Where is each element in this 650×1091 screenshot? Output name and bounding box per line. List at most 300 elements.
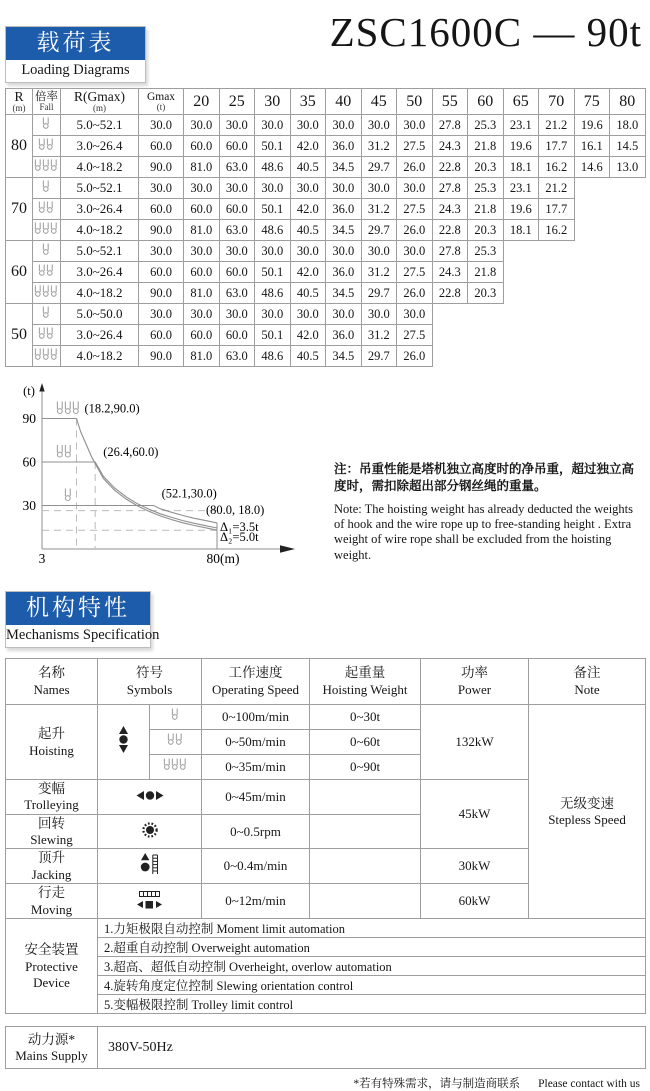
load-value-cell: 26.0 [397, 220, 433, 241]
spec-table [5, 658, 646, 1014]
load-range-cell: 3.0~26.4 [61, 199, 139, 220]
fall-2-icon [38, 138, 56, 151]
text-line: Hoisting Weight [322, 682, 408, 698]
load-value-cell: 81.0 [184, 346, 220, 367]
load-value-cell: 50.1 [255, 136, 291, 157]
load-data-row [6, 304, 646, 325]
load-value-cell: 48.6 [255, 157, 291, 178]
load-value-cell: 17.7 [539, 199, 575, 220]
spec-weight-cell [310, 814, 421, 849]
load-value-cell: 27.8 [432, 241, 468, 262]
load-value-cell: 27.5 [397, 199, 433, 220]
load-value-cell: 63.0 [219, 346, 255, 367]
page-title: ZSC1600C — 90t [329, 9, 642, 55]
load-value-cell: 40.5 [290, 157, 326, 178]
load-value-cell: 30.0 [326, 304, 362, 325]
load-value-cell: 34.5 [326, 157, 362, 178]
hoist-updown-icon [117, 726, 130, 753]
load-value-cell: 40.5 [290, 346, 326, 367]
svg-text:Δ₁=3.5t: Δ₁=3.5t [220, 519, 259, 534]
load-range-cell: 4.0~18.2 [61, 346, 139, 367]
load-gmax-cell: 60.0 [139, 136, 184, 157]
load-value-cell: 27.5 [397, 262, 433, 283]
load-header-radius: 25 [219, 89, 255, 115]
fall-3-icon [34, 159, 60, 172]
fall-2-icon [167, 733, 185, 746]
load-radius-cell: 70 [6, 178, 33, 241]
safety-item: 1.力矩极限自动控制 Moment limit automation [98, 919, 646, 938]
fall-icon-cell [33, 346, 61, 367]
badge-loading-zh: 载荷表 [6, 27, 145, 60]
mains-name-cell [6, 1027, 98, 1069]
hoist-symbol-cell [98, 704, 150, 779]
spec-weight-cell: 0~90t [310, 754, 421, 779]
fall-1-icon [42, 243, 52, 256]
load-header-radius: 40 [326, 89, 362, 115]
text-line: R(Gmax) [74, 88, 125, 104]
load-value-cell: 29.7 [361, 220, 397, 241]
load-value-cell: 30.0 [326, 241, 362, 262]
fall-1-icon [171, 708, 181, 721]
load-data-row [6, 178, 646, 199]
text-line: 回转 [38, 815, 65, 831]
safety-row [6, 938, 646, 957]
text-line: Stepless Speed [548, 812, 626, 828]
text-line: Hoisting [29, 742, 74, 758]
text-line: 名称 [38, 665, 65, 681]
load-value-cell: 24.3 [432, 199, 468, 220]
load-value-cell: 40.5 [290, 283, 326, 304]
load-empty-cell [574, 220, 645, 241]
load-header-radius: 65 [503, 89, 539, 115]
load-value-cell: 60.0 [219, 325, 255, 346]
load-value-cell: 30.0 [219, 115, 255, 136]
load-value-cell: 21.8 [468, 199, 504, 220]
trolley-symbol-cell [98, 779, 202, 814]
spec-header-row [6, 658, 646, 704]
load-empty-cell [432, 325, 645, 346]
text-line: Mains Supply [15, 1048, 88, 1064]
svg-text:Δ₂=5.0t: Δ₂=5.0t [220, 530, 259, 545]
text-line: 无级变速 [560, 795, 615, 811]
load-range-cell: 3.0~26.4 [61, 262, 139, 283]
load-value-cell: 30.0 [326, 178, 362, 199]
text-line: 倍率 [35, 90, 58, 103]
load-value-cell: 30.0 [361, 304, 397, 325]
load-header-radius: 75 [574, 89, 610, 115]
load-value-cell: 30.0 [219, 178, 255, 199]
fall-1-icon [42, 117, 52, 130]
move-rail-icon [136, 890, 163, 909]
safety-item: 5.变幅极限控制 Trolley limit control [98, 995, 646, 1014]
fall-1-icon [42, 180, 52, 193]
trolley-leftright-icon [136, 790, 164, 801]
spec-weight-cell: 0~60t [310, 729, 421, 754]
svg-text:60: 60 [22, 454, 36, 470]
footnote-zh: *若有特殊需求，请与制造商联系 [353, 1078, 521, 1091]
load-value-cell: 30.0 [290, 241, 326, 262]
spec-speed-cell: 0~100m/min [202, 704, 310, 729]
load-range-cell: 5.0~52.1 [61, 178, 139, 199]
svg-text:90: 90 [22, 411, 36, 426]
mains-value-cell: 380V-50Hz [98, 1027, 646, 1069]
load-value-cell: 30.0 [184, 241, 220, 262]
load-value-cell: 26.0 [397, 283, 433, 304]
load-data-row [6, 136, 646, 157]
spec-power-cell: 30kW [421, 849, 529, 884]
load-value-cell: 14.6 [574, 157, 610, 178]
fall-icon-cell [33, 325, 61, 346]
load-value-cell: 60.0 [184, 136, 220, 157]
load-value-cell: 48.6 [255, 346, 291, 367]
load-value-cell: 22.8 [432, 283, 468, 304]
load-value-cell: 48.6 [255, 220, 291, 241]
text-line: 起升 [38, 725, 65, 741]
spec-speed-cell: 0~50m/min [202, 729, 310, 754]
load-gmax-cell: 30.0 [139, 178, 184, 199]
load-gmax-cell: 60.0 [139, 262, 184, 283]
load-value-cell: 81.0 [184, 157, 220, 178]
safety-row [6, 976, 646, 995]
load-value-cell: 14.5 [610, 136, 646, 157]
fall-icon-cell [33, 304, 61, 325]
load-empty-cell [503, 262, 645, 283]
load-header-radius: 20 [184, 89, 220, 115]
fall-3-icon [34, 222, 60, 235]
load-value-cell: 18.1 [503, 220, 539, 241]
load-value-cell: 29.7 [361, 157, 397, 178]
load-value-cell: 34.5 [326, 283, 362, 304]
mechanism-name-cell [6, 779, 98, 814]
slew-symbol-cell [98, 814, 202, 849]
load-gmax-cell: 30.0 [139, 241, 184, 262]
text-line: Protective [25, 958, 78, 974]
load-value-cell: 63.0 [219, 157, 255, 178]
load-header-cell [61, 89, 139, 115]
text-line: 符号 [136, 665, 163, 681]
badge-loading-en: Loading Diagrams [21, 61, 130, 78]
fall-icon-cell [33, 136, 61, 157]
load-value-cell: 30.0 [326, 115, 362, 136]
load-value-cell: 60.0 [219, 262, 255, 283]
spec-header-note [529, 658, 646, 704]
load-value-cell: 60.0 [184, 262, 220, 283]
load-value-cell: 13.0 [610, 157, 646, 178]
load-value-cell: 30.0 [397, 115, 433, 136]
text-line: Trolleying [24, 797, 79, 813]
load-gmax-cell: 90.0 [139, 283, 184, 304]
load-value-cell: 21.2 [539, 178, 575, 199]
text-line: Fall [39, 102, 54, 113]
load-radius-cell: 60 [6, 241, 33, 304]
fall-icon-cell [150, 729, 202, 754]
mechanism-name-cell [6, 704, 98, 779]
load-value-cell: 34.5 [326, 220, 362, 241]
load-gmax-cell: 90.0 [139, 220, 184, 241]
load-value-cell: 60.0 [219, 136, 255, 157]
load-range-cell: 5.0~50.0 [61, 304, 139, 325]
load-value-cell: 30.0 [255, 241, 291, 262]
load-value-cell: 25.3 [468, 178, 504, 199]
load-value-cell: 23.1 [503, 115, 539, 136]
load-data-row [6, 346, 646, 367]
spec-weight-cell [310, 884, 421, 919]
load-value-cell: 30.0 [361, 115, 397, 136]
load-value-cell: 30.0 [361, 178, 397, 199]
spec-header-symbols [98, 658, 202, 704]
load-data-row [6, 220, 646, 241]
load-empty-cell [503, 283, 645, 304]
spec-speed-cell: 0~35m/min [202, 754, 310, 779]
load-value-cell: 36.0 [326, 262, 362, 283]
footnote [0, 1075, 640, 1091]
spec-speed-cell: 0~12m/min [202, 884, 310, 919]
svg-text:(t): (t) [23, 384, 35, 398]
load-value-cell: 81.0 [184, 220, 220, 241]
load-value-cell: 42.0 [290, 136, 326, 157]
spec-power-cell: 45kW [421, 779, 529, 849]
load-empty-cell [574, 199, 645, 220]
fall-3-icon [34, 348, 60, 361]
fall-icon-cell [150, 754, 202, 779]
text-line: 起重量 [344, 665, 386, 681]
fall-icon-cell [33, 283, 61, 304]
safety-row [6, 995, 646, 1014]
load-value-cell: 27.5 [397, 136, 433, 157]
text-line: Gmax [146, 90, 176, 103]
load-range-cell: 4.0~18.2 [61, 283, 139, 304]
fall-3-icon [163, 758, 189, 771]
fall-icon-cell [33, 157, 61, 178]
fall-2-icon [38, 201, 56, 214]
load-value-cell: 23.1 [503, 178, 539, 199]
spec-table-body [6, 658, 646, 1013]
spec-header-names [6, 658, 98, 704]
load-header-radius: 30 [255, 89, 291, 115]
load-range-cell: 3.0~26.4 [61, 325, 139, 346]
fall-1-icon [65, 489, 70, 501]
slew-rotation-icon [141, 821, 159, 839]
load-data-row [6, 262, 646, 283]
svg-text:(80.0, 18.0): (80.0, 18.0) [206, 502, 265, 517]
mains-table [5, 1026, 646, 1069]
text-line: 备注 [573, 665, 601, 681]
load-value-cell: 63.0 [219, 220, 255, 241]
load-header-radius: 45 [361, 89, 397, 115]
loading-chart [12, 381, 332, 579]
load-value-cell: 29.7 [361, 346, 397, 367]
load-value-cell: 30.0 [255, 115, 291, 136]
load-value-cell: 30.0 [184, 304, 220, 325]
load-value-cell: 16.2 [539, 220, 575, 241]
load-value-cell: 16.1 [574, 136, 610, 157]
note-zh: 注：吊重性能是塔机独立高度时的净吊重，超过独立高度时，需扣除超出部分钢丝绳的重量。 [334, 462, 635, 493]
load-header-row [6, 89, 646, 115]
safety-item: 2.超重自动控制 Overweight automation [98, 938, 646, 957]
load-value-cell: 30.0 [290, 304, 326, 325]
svg-text:3: 3 [38, 551, 46, 566]
spec-weight-cell [310, 849, 421, 884]
load-value-cell: 26.0 [397, 157, 433, 178]
load-gmax-cell: 60.0 [139, 199, 184, 220]
load-value-cell: 21.2 [539, 115, 575, 136]
load-value-cell: 18.0 [610, 115, 646, 136]
svg-text:(26.4,60.0): (26.4,60.0) [103, 445, 159, 459]
fall-1-icon [42, 306, 52, 319]
load-value-cell: 42.0 [290, 262, 326, 283]
load-value-cell: 27.8 [432, 115, 468, 136]
fall-icon-cell [33, 178, 61, 199]
load-value-cell: 30.0 [361, 241, 397, 262]
fall-2-icon [38, 327, 56, 340]
fall-icon-cell [33, 262, 61, 283]
load-data-row [6, 241, 646, 262]
text-line: Note [574, 682, 600, 698]
safety-item: 4.旋转角度定位控制 Slewing orientation control [98, 976, 646, 995]
fall-2-icon [38, 264, 56, 277]
safety-row [6, 919, 646, 938]
svg-text:(52.1,30.0): (52.1,30.0) [161, 486, 217, 501]
spec-speed-cell: 0~0.4m/min [202, 849, 310, 884]
load-value-cell: 63.0 [219, 283, 255, 304]
load-value-cell: 60.0 [219, 199, 255, 220]
load-value-cell: 26.0 [397, 346, 433, 367]
load-header-radius: 80 [610, 89, 646, 115]
load-value-cell: 30.0 [184, 178, 220, 199]
svg-text:(18.2,90.0): (18.2,90.0) [84, 401, 140, 416]
mains-table-body [6, 1027, 646, 1069]
load-value-cell: 30.0 [255, 304, 291, 325]
text-line: (t) [156, 102, 166, 113]
text-line: (m) [93, 103, 106, 114]
load-value-cell: 27.5 [397, 325, 433, 346]
text-line: Names [33, 682, 70, 698]
load-value-cell: 30.0 [397, 241, 433, 262]
fall-icon-cell [33, 241, 61, 262]
load-value-cell: 21.8 [468, 136, 504, 157]
text-line: 功率 [461, 665, 489, 681]
load-value-cell: 25.3 [468, 241, 504, 262]
text-line: Device [33, 974, 70, 990]
load-value-cell: 31.2 [361, 199, 397, 220]
page-header [0, 0, 650, 86]
load-radius-cell: 80 [6, 115, 33, 178]
load-value-cell: 19.6 [574, 115, 610, 136]
load-header-radius: 50 [397, 89, 433, 115]
note-en: Note: The hoisting weight has already deducted the weights of hook and the wire rope up to free-standing height . Extra weight of wire rope shall be excluded from the hoisting weight. [334, 501, 633, 562]
load-value-cell: 34.5 [326, 346, 362, 367]
spec-hoisting-row [6, 704, 646, 729]
load-header-radius: 60 [468, 89, 504, 115]
fall-2-icon [57, 445, 70, 457]
load-value-cell: 30.0 [290, 115, 326, 136]
spec-header-speed [202, 658, 310, 704]
load-gmax-cell: 30.0 [139, 304, 184, 325]
load-value-cell: 20.3 [468, 283, 504, 304]
load-header-radius: 55 [432, 89, 468, 115]
load-data-row [6, 115, 646, 136]
load-empty-cell [432, 346, 645, 367]
load-value-cell: 22.8 [432, 157, 468, 178]
fall-3-icon [34, 285, 60, 298]
load-empty-cell [432, 304, 645, 325]
load-data-row [6, 283, 646, 304]
spec-header-weight [310, 658, 421, 704]
load-value-cell: 30.0 [397, 178, 433, 199]
load-value-cell: 18.1 [503, 157, 539, 178]
load-value-cell: 60.0 [184, 325, 220, 346]
mains-row [6, 1027, 646, 1069]
fall-3-icon [57, 402, 78, 414]
text-line: Slewing [30, 832, 73, 848]
load-table-body [6, 89, 646, 367]
load-range-cell: 5.0~52.1 [61, 241, 139, 262]
load-data-row [6, 325, 646, 346]
load-value-cell: 31.2 [361, 262, 397, 283]
load-range-cell: 4.0~18.2 [61, 220, 139, 241]
load-header-cell [139, 89, 184, 115]
load-value-cell: 19.6 [503, 136, 539, 157]
text-line: 行走 [38, 885, 65, 901]
text-line: Operating Speed [212, 682, 300, 698]
fall-icon-cell [150, 704, 202, 729]
jack-symbol-cell [98, 849, 202, 884]
load-value-cell: 36.0 [326, 325, 362, 346]
load-value-cell: 30.0 [255, 178, 291, 199]
load-value-cell: 30.0 [219, 304, 255, 325]
load-header-cell [33, 89, 61, 115]
spec-note-cell [529, 704, 646, 918]
load-value-cell: 31.2 [361, 136, 397, 157]
load-value-cell: 24.3 [432, 136, 468, 157]
jack-icon [140, 853, 159, 876]
load-data-row [6, 199, 646, 220]
load-value-cell: 22.8 [432, 220, 468, 241]
spec-speed-cell: 0~0.5rpm [202, 814, 310, 849]
load-value-cell: 25.3 [468, 115, 504, 136]
text-line: R [14, 88, 24, 104]
text-line: (m) [12, 103, 26, 114]
safety-item: 3.超高、超低自动控制 Overheight, overlow automation [98, 957, 646, 976]
loading-diagrams-badge [5, 26, 146, 83]
spec-weight-cell: 0~30t [310, 704, 421, 729]
mechanisms-badge [5, 591, 160, 648]
load-value-cell: 60.0 [184, 199, 220, 220]
load-value-cell: 20.3 [468, 157, 504, 178]
load-gmax-cell: 30.0 [139, 115, 184, 136]
load-value-cell: 31.2 [361, 325, 397, 346]
load-data-row [6, 157, 646, 178]
load-value-cell: 42.0 [290, 325, 326, 346]
text-line: Symbols [126, 682, 173, 698]
text-line: Power [457, 682, 492, 698]
load-range-cell: 3.0~26.4 [61, 136, 139, 157]
text-line: Jacking [31, 867, 72, 883]
load-value-cell: 16.2 [539, 157, 575, 178]
text-line: 变幅 [38, 780, 65, 796]
text-line: Moving [30, 901, 73, 917]
text-line: 顶升 [38, 850, 65, 866]
notes-block [334, 461, 642, 563]
load-value-cell: 30.0 [290, 178, 326, 199]
load-value-cell: 19.6 [503, 199, 539, 220]
load-value-cell: 50.1 [255, 199, 291, 220]
safety-row [6, 957, 646, 976]
footnote-en: Please contact with us [538, 1078, 640, 1091]
load-value-cell: 21.8 [468, 262, 504, 283]
load-empty-cell [503, 241, 645, 262]
mechanism-name-cell [6, 814, 98, 849]
